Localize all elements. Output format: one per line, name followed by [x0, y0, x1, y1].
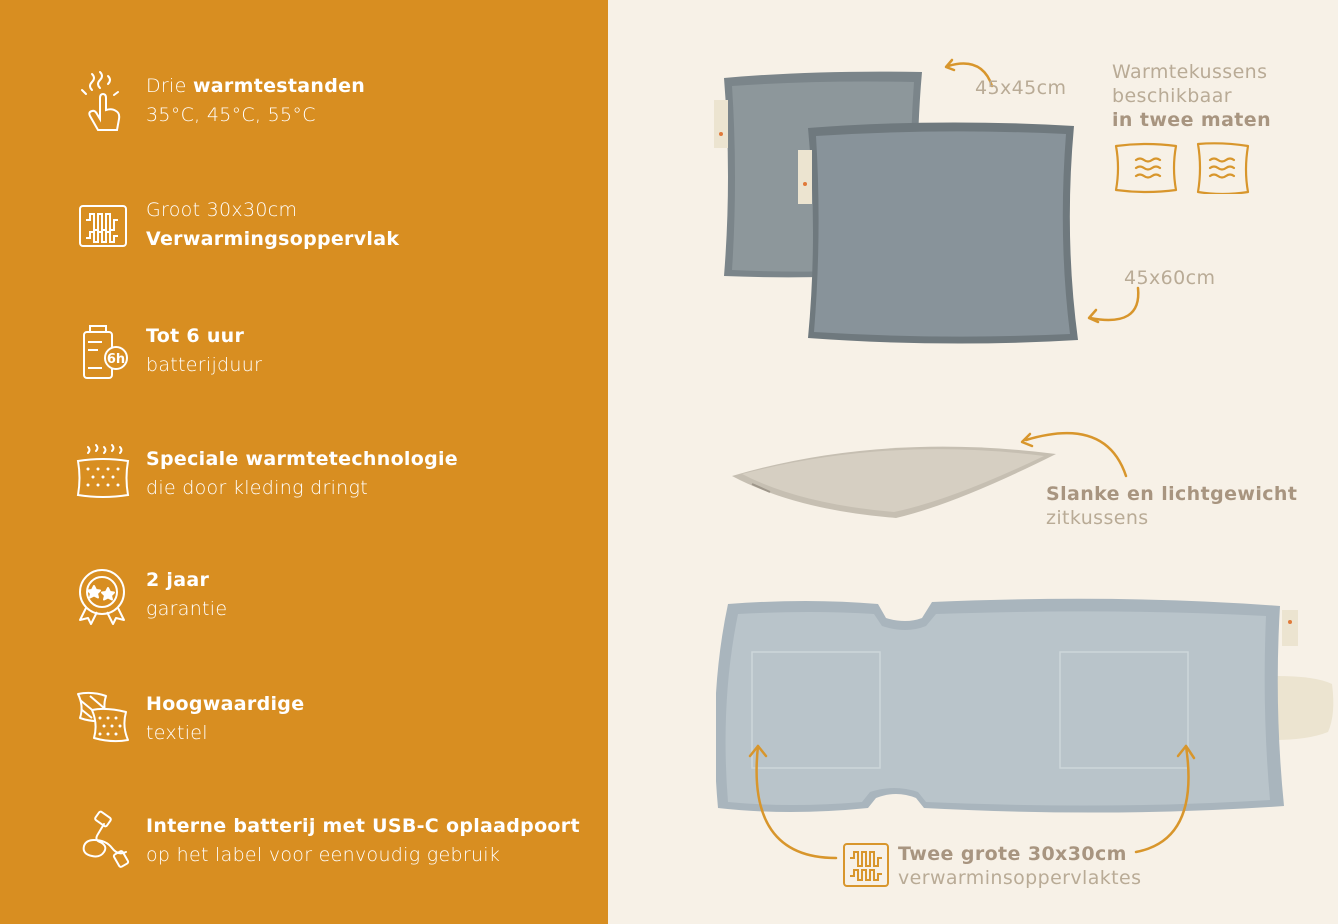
feature-3-title: Tot 6 uur — [146, 325, 245, 347]
features-panel — [0, 0, 608, 924]
size-label-45x60: 45x60cm — [1124, 267, 1216, 289]
products-panel — [608, 0, 1338, 924]
warm-cushion-icon — [74, 443, 134, 507]
feature-heat-technology — [74, 443, 594, 513]
feature-5-detail: garantie — [146, 598, 228, 620]
mat-caption-line2: verwarminsoppervlaktes — [898, 867, 1142, 889]
mat-caption — [898, 842, 1141, 890]
cushions-caption-bold: in twee maten — [1112, 109, 1271, 131]
seat-caption-line2: zitkussens — [1046, 507, 1149, 529]
feature-2-size: Groot 30x30cm — [146, 199, 298, 221]
feature-battery — [74, 320, 594, 390]
seat-caption — [1046, 482, 1297, 530]
heat-touch-icon — [74, 70, 134, 134]
feature-6-title: Hoogwaardige — [146, 693, 305, 715]
usb-c-cable-icon — [74, 810, 134, 874]
seat-caption-bold: Slanke en lichtgewicht — [1046, 483, 1298, 505]
feature-textile — [74, 688, 594, 758]
cushions-caption-line2: beschikbaar — [1112, 85, 1232, 107]
svg-text:6h: 6h — [106, 352, 126, 367]
feature-usb-c — [74, 810, 594, 880]
feature-4-detail: die door kleding dringt — [146, 477, 368, 499]
feature-1-detail: 35°C, 45°C, 55°C — [146, 104, 316, 126]
size-label-45x45: 45x45cm — [975, 77, 1067, 99]
feature-7-title: Interne batterij met USB-C oplaadpoort — [146, 815, 580, 837]
feature-heat-settings — [74, 70, 594, 140]
heating-coil-small-icon — [842, 842, 890, 888]
arrow-mat-left — [742, 738, 842, 868]
mat-caption-bold: Twee grote 30x30cm — [898, 843, 1127, 865]
feature-warranty — [74, 564, 594, 634]
feature-4-title: Speciale warmtetechnologie — [146, 448, 458, 470]
cushions-caption — [1112, 60, 1271, 132]
feature-1-prefix: Drie — [146, 75, 193, 97]
feature-heating-surface — [74, 194, 594, 264]
feature-1-title: warmtestanden — [192, 75, 366, 97]
warranty-badge-icon — [74, 564, 134, 628]
feature-7-detail: op het label voor eenvoudig gebruik — [146, 844, 501, 866]
feature-2-title: Verwarmingsoppervlak — [146, 228, 400, 250]
cushions-caption-line1: Warmtekussens — [1112, 61, 1268, 83]
feature-5-title: 2 jaar — [146, 569, 210, 591]
feature-3-detail: batterijduur — [146, 354, 263, 376]
two-sizes-icons — [1114, 142, 1254, 194]
cushions-illustration — [712, 60, 1102, 350]
battery-6h-icon — [74, 320, 134, 384]
feature-6-detail: textiel — [146, 722, 208, 744]
textile-cushions-icon — [74, 688, 134, 752]
heating-coil-icon — [74, 194, 134, 258]
arrow-seat — [1014, 422, 1134, 482]
